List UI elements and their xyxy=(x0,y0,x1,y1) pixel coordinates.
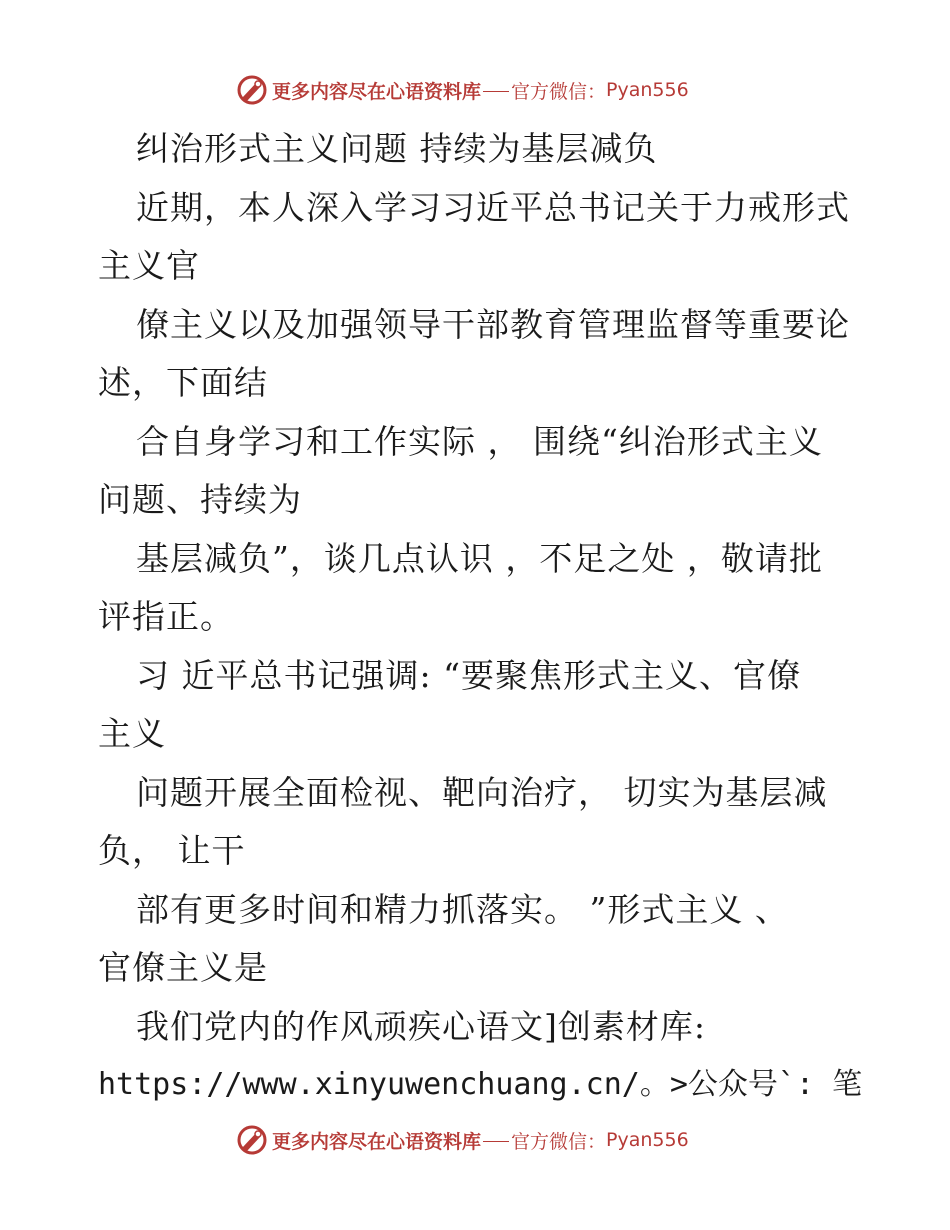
paragraph-line: 官僚主义是 xyxy=(98,948,268,987)
header-divider xyxy=(483,91,509,92)
brand-logo-icon xyxy=(236,1124,268,1156)
header-promo-text: 更多内容尽在心语资料库 xyxy=(272,80,482,103)
footer-banner xyxy=(236,1123,689,1157)
brand-logo-icon xyxy=(236,74,268,106)
paragraph-line: 基层减负”，谈几点认识 ，不足之处 ，敬请批 xyxy=(136,538,823,578)
footer-wechat-label: 官方微信： xyxy=(511,1130,607,1153)
paragraph-line: 合自身学习和工作实际 ， 围绕“纠治形式主义 xyxy=(136,421,823,461)
document-title: 纠治形式主义问题 持续为基层减负 xyxy=(136,129,658,168)
paragraph-line: 主义官 xyxy=(98,246,200,285)
footer-divider xyxy=(483,1141,509,1142)
paragraph-line: 部有更多时间和精力抓落实。 ”形式主义 、 xyxy=(136,889,789,929)
url-line: https://www.xinyuwenchuang.cn/。>公众号`: 笔 xyxy=(98,1067,863,1102)
paragraph-line: 述，下面结 xyxy=(98,363,268,402)
footer-wechat-account: Pyan556 xyxy=(606,1129,689,1151)
paragraph-line: 我们党内的作风顽疾心语文]创素材库: xyxy=(136,1006,706,1046)
paragraph-line: 近期，本人深入学习习近平总书记关于力戒形式 xyxy=(136,187,850,227)
footer-promo-text: 更多内容尽在心语资料库 xyxy=(272,1130,482,1153)
document-body xyxy=(98,120,863,1115)
paragraph-line: 问题、持续为 xyxy=(98,480,302,519)
header-wechat-account: Pyan556 xyxy=(606,79,689,101)
header-wechat-label: 官方微信： xyxy=(511,80,607,103)
paragraph-line: 问题开展全面检视、靶向治疗， 切实为基层减 xyxy=(136,772,828,812)
header-banner xyxy=(236,73,689,107)
paragraph-line: 负， 让干 xyxy=(98,831,246,870)
paragraph-line: 习 近平总书记强调: “要聚焦形式主义、官僚 xyxy=(136,655,801,695)
paragraph-line: 评指正。 xyxy=(98,597,234,636)
paragraph-line: 主义 xyxy=(98,714,166,753)
paragraph-line: 僚主义以及加强领导干部教育管理监督等重要论 xyxy=(136,304,850,344)
